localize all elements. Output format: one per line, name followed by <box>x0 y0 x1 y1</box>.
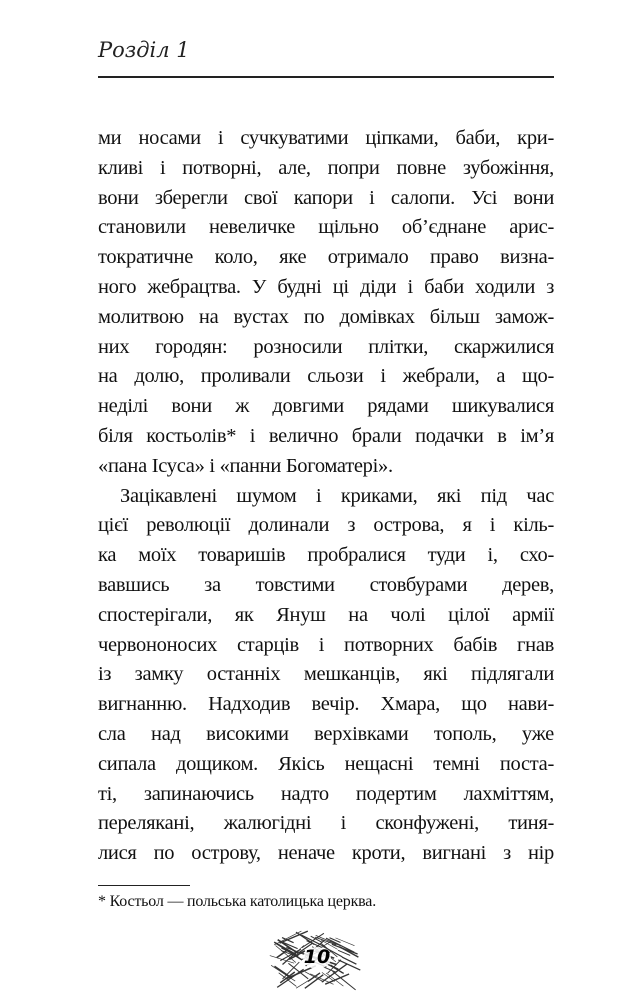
text-line: біля костьолів* і велично брали подачки в ім’я <box>98 424 554 447</box>
text-line: тократичне коло, яке отримало право визна- <box>98 246 554 269</box>
page-number: 10 <box>303 946 331 968</box>
text-line: на долю, проливали сльози і жебрали, а що- <box>98 365 554 388</box>
text-line: сипала дощиком. Якісь нещасні темні поста- <box>98 752 554 775</box>
text-line: молитвою на вустах по домівках більш замож- <box>98 305 554 328</box>
text-line: становили невеличке щільно об’єднане арис- <box>98 216 554 239</box>
text-line: ного жебрацтва. У будні ці діди і баби ходили з <box>98 275 554 298</box>
text-line: із замку останніх мешканців, які підлягали <box>98 663 554 686</box>
text-line: неділі вони ж довгими рядами шикувалися <box>98 395 554 418</box>
text-line: цієї революції долинали з острова, я і кіль- <box>98 514 554 537</box>
footnote: * Костьол — польська католицька церква. <box>98 893 377 910</box>
chapter-header: Розділ 1 <box>98 38 190 62</box>
text-line: перелякані, жалюгідні і сконфужені, тиня- <box>98 812 554 835</box>
page-number-badge <box>262 925 372 995</box>
text-line: Зацікавлені шумом і криками, які під час <box>120 484 554 507</box>
text-line: них городян: розносили плітки, скаржилися <box>98 335 554 358</box>
text-line: червононосих старців і потворних бабів гнав <box>98 633 554 656</box>
text-line: ті, запинаючись надто подертим лахміттям, <box>98 782 554 805</box>
text-line: вигнанню. Надходив вечір. Хмара, що нави- <box>98 693 554 716</box>
text-line: вони зберегли свої капори і салопи. Усі вони <box>98 186 554 209</box>
hatch-stroke <box>326 973 343 986</box>
text-line: ка моїх товаришів пробралися туди і, схо- <box>98 544 554 567</box>
text-line: вавшись за товстими стовбурами дерев, <box>98 573 554 596</box>
footnote-rule <box>98 885 190 886</box>
text-line: кливі і потворні, але, попри повне зубожіння, <box>98 156 554 179</box>
text-line: «пана Ісуса» і «панни Богоматері». <box>98 454 393 477</box>
text-line: спостерігали, як Януш на чолі цілої армії <box>98 603 554 626</box>
text-line: ми носами і сучкуватими ціпками, баби, кри- <box>98 127 554 149</box>
text-line: лися по острову, неначе кроти, вигнані з нір <box>98 842 554 865</box>
text-line: сла над високими верхівками тополь, уже <box>98 722 554 745</box>
header-rule <box>98 76 554 78</box>
page-body <box>98 124 554 869</box>
